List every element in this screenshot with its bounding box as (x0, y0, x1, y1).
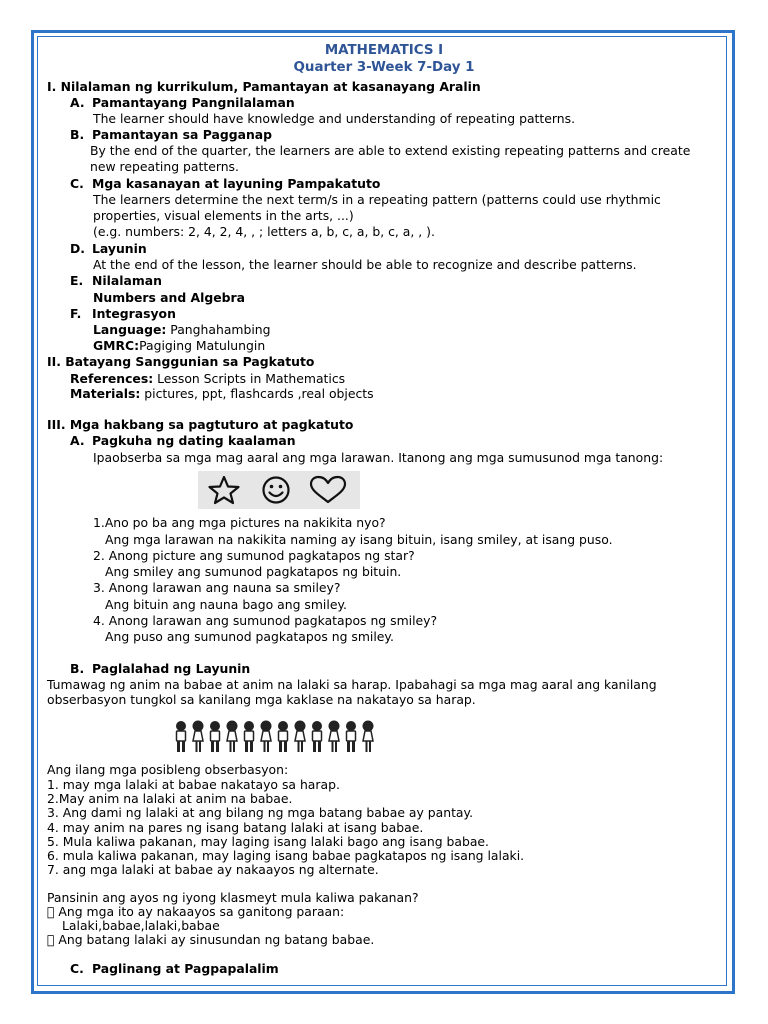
section3-b-text-1: Tumawag ng anim na babae at anim na lalaki sa harap. Ipabahagi sa mga mag aaral ang kanilang (47, 677, 657, 692)
section1-e-text: Numbers and Algebra (93, 290, 245, 305)
section3-b-title: B. Paglalahad ng Layunin (70, 661, 251, 676)
section1-f-title: F. Integrasyon (70, 306, 176, 321)
girl-figure (261, 721, 271, 752)
smiley-icon (258, 475, 294, 505)
section1-c-text-3: (e.g. numbers: 2, 4, 2, 4, , ; letters a, b, c, a, b, c, a, , ). (93, 224, 435, 239)
answer-2: Ang smiley ang sumunod pagkatapos ng bituin. (105, 564, 402, 579)
question-4: 4. Anong larawan ang sumunod pagkatapos ng smiley? (93, 613, 438, 628)
observation-item: 7. ang mga lalaki at babae ay nakaayos ng alternate. (47, 862, 379, 877)
section3-c-title: C. Paglinang at Pagpapalalim (70, 961, 279, 976)
section1-c-title: C. Mga kasanayan at layuning Pampakatuto (70, 176, 381, 191)
star-icon (206, 475, 242, 505)
section2-heading: II. Batayang Sanggunian sa Pagkatuto (47, 354, 315, 369)
pansinin-question: Pansinin ang ayos ng iyong klasmeyt mula kaliwa pakanan? (47, 890, 419, 905)
section3-a-intro: Ipaobserba sa mga mag aaral ang mga larawan. Itanong ang mga sumusunod mga tanong: (93, 450, 664, 465)
section1-b-text-1: By the end of the quarter, the learners are able to extend existing repeating patterns and create (90, 143, 691, 158)
section2-materials: Materials: pictures, ppt, flashcards ,real objects (70, 386, 374, 401)
section1-b-title: B. Pamantayan sa Pagganap (70, 127, 272, 142)
section1-d-title: D. Layunin (70, 241, 147, 256)
observations-heading: Ang ilang mga posibleng obserbasyon: (47, 762, 289, 777)
observation-item: 1. may mga lalaki at babae nakatayo sa harap. (47, 777, 340, 792)
section1-language: Language: Panghahambing (93, 322, 271, 337)
bullet-item: Ang mga ito ay nakaayos sa ganitong paraan: (47, 904, 333, 919)
bullet-item: Ang batang lalaki ay sinusundan ng batang babae. (47, 932, 363, 947)
question-2: 2. Anong picture ang sumunod pagkatapos ng star? (93, 548, 415, 563)
section1-e-title: E. Nilalaman (70, 273, 162, 288)
page-subtitle: Quarter 3-Week 7-Day 1 (293, 60, 475, 75)
question-3: 3. Anong larawan ang nauna sa smiley? (93, 580, 341, 595)
section1-b-text-2: new repeating patterns. (90, 159, 239, 174)
section3-heading: III. Mga hakbang sa pagtuturo at pagkatuto (47, 417, 354, 432)
pattern-icons-picture (198, 471, 360, 509)
observation-item: 3. Ang dami ng lalaki at ang bilang ng mga batang babae ay pantay. (47, 805, 474, 820)
question-1: 1.Ano po ba ang mga pictures na nakikita nyo? (93, 515, 386, 530)
section2-references: References: Lesson Scripts in Mathematics (70, 371, 346, 386)
section1-c-text-2: properties, visual elements in the arts, ...) (93, 208, 354, 223)
section1-gmrc: GMRC:Pagiging Matulungin (93, 338, 266, 353)
heart-icon (308, 475, 348, 505)
boy-figure (313, 722, 322, 753)
girl-figure (295, 721, 305, 752)
girl-figure (227, 721, 237, 752)
section3-b-text-2: obserbasyon tungkol sa kanilang mga kaklase na nakatayo sa harap. (47, 692, 476, 707)
boy-figure (279, 722, 288, 753)
section1-d-text: At the end of the lesson, the learner should be able to recognize and describe patterns. (93, 257, 637, 272)
girl-figure (329, 721, 339, 752)
boy-figure (177, 722, 186, 753)
girl-figure (193, 721, 203, 752)
boy-figure (245, 722, 254, 753)
section1-heading: I. Nilalaman ng kurrikulum, Pamantayan at kasanayang Aralin (47, 79, 481, 94)
observation-item: 4. may anim na pares ng isang batang lalaki at isang babae. (47, 820, 424, 835)
answer-3: Ang bituin ang nauna bago ang smiley. (105, 597, 347, 612)
section1-a-title: A. Pamantayang Pangnilalaman (70, 95, 295, 110)
page-title: MATHEMATICS I (324, 43, 444, 58)
observation-item: 5. Mula kaliwa pakanan, may laging isang lalaki bago ang isang babae. (47, 834, 489, 849)
boy-figure (211, 722, 220, 753)
observation-item: 6. mula kaliwa pakanan, may laging isang babae pagkatapos ng isang lalaki. (47, 848, 525, 863)
observation-item: 2.May anim na lalaki at anim na babae. (47, 791, 293, 806)
section1-c-text-1: The learners determine the next term/s in a repeating pattern (patterns could use rhythmic (93, 192, 661, 207)
answer-1: Ang mga larawan na nakikita naming ay isang bituin, isang smiley, at isang puso. (105, 532, 613, 547)
girl-figure (363, 721, 373, 752)
section3-a-title: A. Pagkuha ng dating kaalaman (70, 433, 296, 448)
answer-4: Ang puso ang sumunod pagkatapos ng smiley. (105, 629, 394, 644)
section1-a-text: The learner should have knowledge and understanding of repeating patterns. (93, 111, 576, 126)
boy-figure (347, 722, 356, 753)
students-lineup-picture (170, 720, 380, 756)
bullet-sub-item: Lalaki,babae,lalaki,babae (62, 918, 220, 933)
